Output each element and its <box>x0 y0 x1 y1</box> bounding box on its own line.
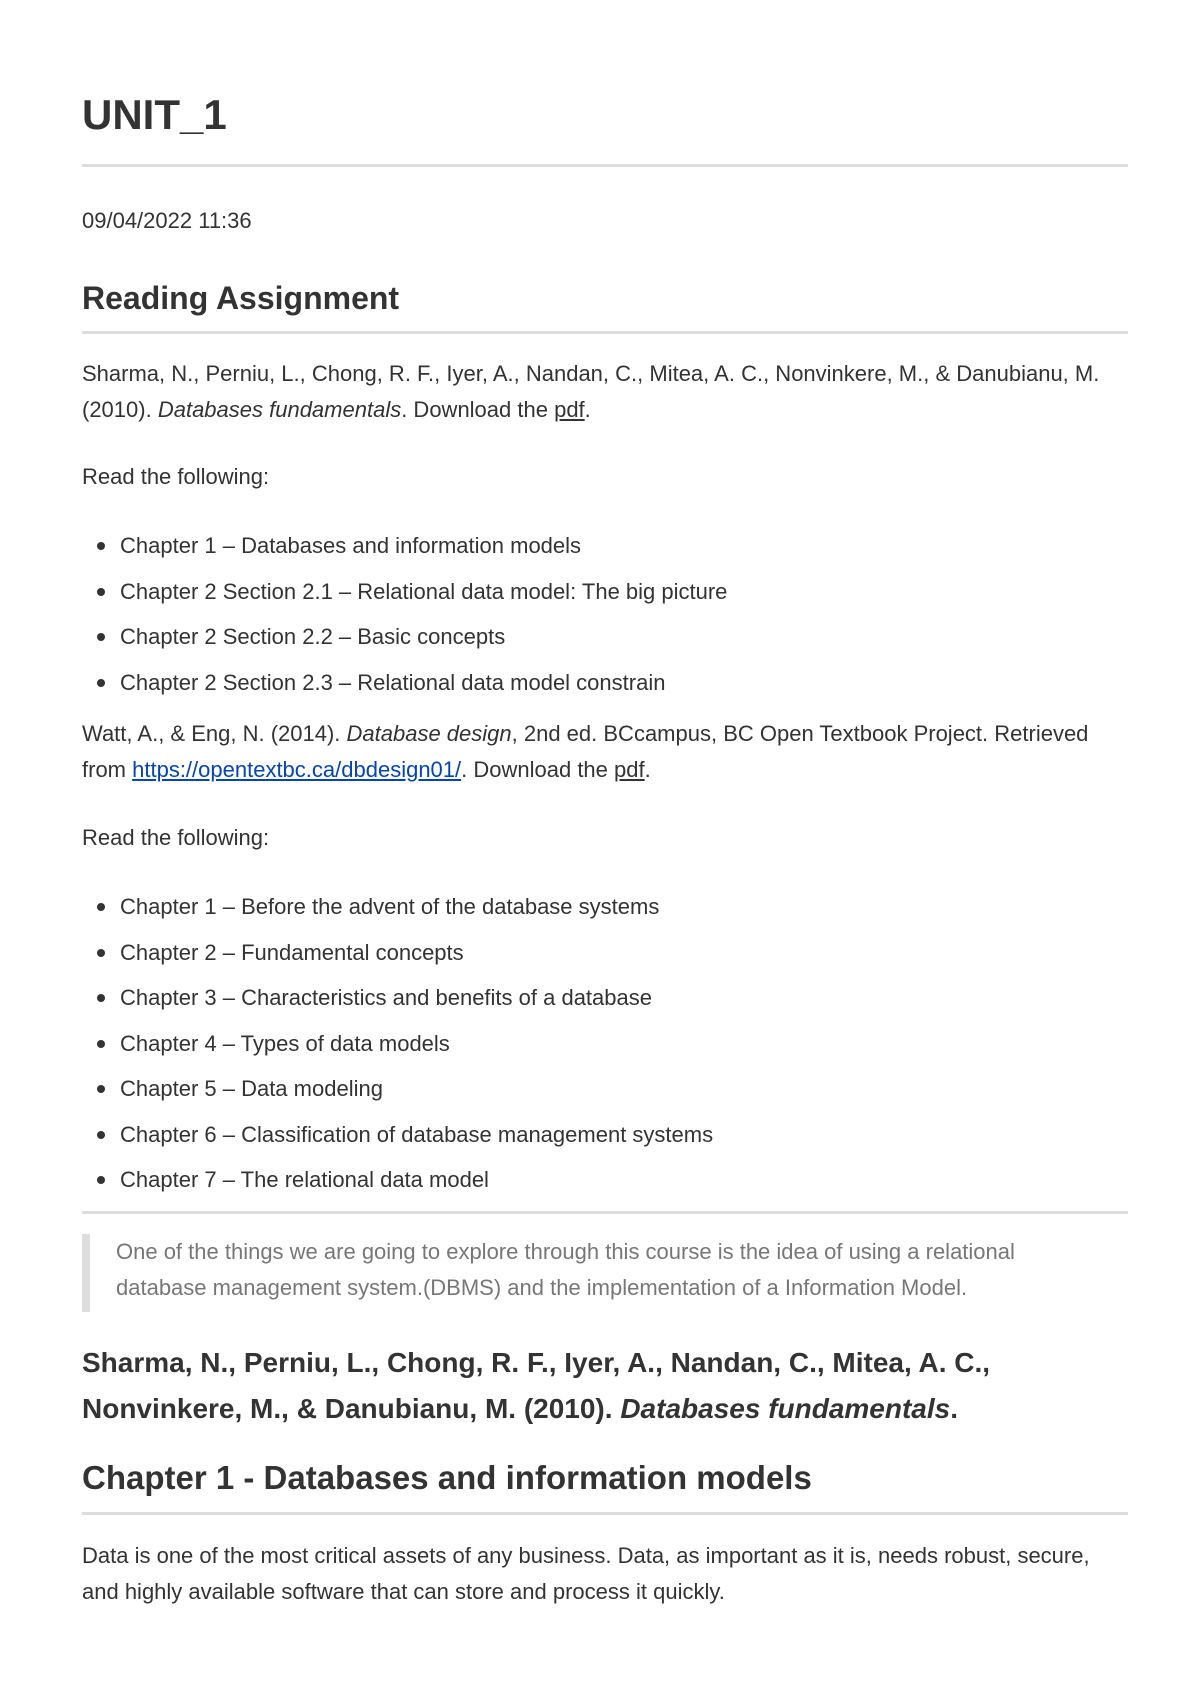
list-item: Chapter 1 – Before the advent of the database systems <box>82 884 1128 930</box>
bullet-icon <box>97 679 105 687</box>
chapter1-paragraph: Data is one of the most critical assets of any business. Data, as important as it is, needs robust, secure, and highly available software that can store and process it quickly. <box>82 1543 1090 1604</box>
list-item: Chapter 6 – Classification of database management systems <box>82 1112 1128 1158</box>
bullet-icon <box>97 994 105 1002</box>
list-item: Chapter 7 – The relational data model <box>82 1157 1128 1203</box>
bullet-icon <box>97 949 105 957</box>
reference-heading: Sharma, N., Perniu, L., Chong, R. F., Iyer, A., Nandan, C., Mitea, A. C., Nonvinkere, M., & Danubianu, M. (2010). Databases fundamentals. <box>82 1347 991 1424</box>
blockquote <box>82 1234 1128 1312</box>
pdf-download-link[interactable]: pdf <box>554 397 585 422</box>
reading-divider <box>82 331 1128 334</box>
list-item: Chapter 2 Section 2.1 – Relational data model: The big picture <box>82 569 1128 615</box>
opentextbc-link[interactable]: https://opentextbc.ca/dbdesign01/ <box>132 757 462 782</box>
bullet-icon <box>97 588 105 596</box>
bullet-icon <box>97 1085 105 1093</box>
list-item: Chapter 5 – Data modeling <box>82 1066 1128 1112</box>
read-following-label: Read the following: <box>82 464 270 489</box>
read-following-label-2: Read the following: <box>82 825 270 850</box>
section-divider <box>82 1211 1128 1214</box>
chapter1-divider <box>82 1512 1128 1515</box>
bullet-icon <box>97 1176 105 1184</box>
page-title: UNIT_1 <box>82 91 227 138</box>
list-item: Chapter 2 Section 2.2 – Basic concepts <box>82 614 1128 660</box>
bullet-icon <box>97 1040 105 1048</box>
timestamp: 09/04/2022 11:36 <box>82 208 252 233</box>
pdf-download-link-2[interactable]: pdf <box>614 757 645 782</box>
bullet-icon <box>97 633 105 641</box>
reading-list-watt <box>82 884 1128 1203</box>
reference-watt: Watt, A., & Eng, N. (2014). Database design, 2nd ed. BCcampus, BC Open Textbook Project. Retrieved from https://opentextbc.ca/dbdesign01/. Download the pdf. <box>82 721 1089 782</box>
title-divider <box>82 164 1128 167</box>
list-item: Chapter 3 – Characteristics and benefits of a database <box>82 975 1128 1021</box>
chapter1-heading: Chapter 1 - Databases and information models <box>82 1459 812 1496</box>
bullet-icon <box>97 542 105 550</box>
list-item: Chapter 1 – Databases and information models <box>82 523 1128 569</box>
bullet-icon <box>97 903 105 911</box>
quote-text: One of the things we are going to explore through this course is the idea of using a relational database management system.(DBMS) and the implementation of a Information Model. <box>116 1239 1015 1300</box>
list-item: Chapter 2 – Fundamental concepts <box>82 930 1128 976</box>
reference-sharma: Sharma, N., Perniu, L., Chong, R. F., Iyer, A., Nandan, C., Mitea, A. C., Nonvinkere, M., & Danubianu, M. (2010). Databases fundamentals. Download the pdf. <box>82 361 1100 422</box>
list-item: Chapter 4 – Types of data models <box>82 1021 1128 1067</box>
reading-list-sharma <box>82 523 1128 705</box>
reading-assignment-heading: Reading Assignment <box>82 280 400 316</box>
bullet-icon <box>97 1131 105 1139</box>
list-item: Chapter 2 Section 2.3 – Relational data model constrain <box>82 660 1128 706</box>
